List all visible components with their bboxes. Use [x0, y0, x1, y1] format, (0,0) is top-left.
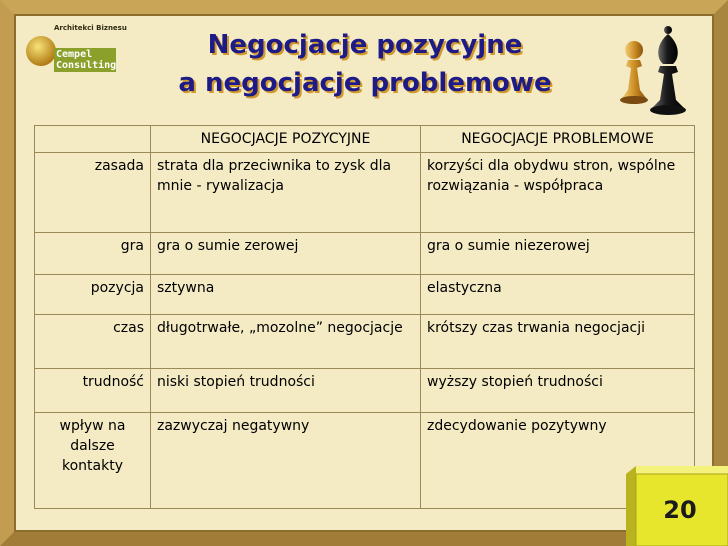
- table-row: [35, 233, 695, 275]
- problem-cell: korzyści dla obydwu stron, wspólne rozwiązania - współpraca: [421, 153, 695, 233]
- row-label: trudność: [35, 369, 151, 413]
- table-header-row: [35, 126, 695, 153]
- chess-pieces-icon: [606, 20, 716, 120]
- logo-tagline: Architekci Biznesu: [54, 24, 127, 32]
- header-positional: NEGOCJACJE POZYCYJNE: [151, 126, 421, 153]
- row-label: czas: [35, 315, 151, 369]
- positional-cell: gra o sumie zerowej: [151, 233, 421, 275]
- logo-globe-icon: [24, 34, 58, 68]
- table-row: [35, 315, 695, 369]
- row-label: gra: [35, 233, 151, 275]
- logo-wordmark: [54, 48, 116, 72]
- positional-cell: niski stopień trudności: [151, 369, 421, 413]
- problem-cell: elastyczna: [421, 275, 695, 315]
- row-label: wpływ na dalsze kontakty: [35, 413, 151, 509]
- slide-number: 20: [663, 496, 697, 524]
- logo-name-line1: Cempel: [56, 49, 93, 60]
- table-row: [35, 153, 695, 233]
- problem-cell: gra o sumie niezerowej: [421, 233, 695, 275]
- title-line-2: a negocjacje problemowe: [178, 68, 552, 98]
- slide-title: [150, 26, 580, 102]
- comparison-table: [34, 125, 695, 509]
- table-row: [35, 275, 695, 315]
- problem-cell: krótszy czas trwania negocjacji: [421, 315, 695, 369]
- header-problem: NEGOCJACJE PROBLEMOWE: [421, 126, 695, 153]
- row-label: pozycja: [35, 275, 151, 315]
- company-logo: [24, 20, 127, 82]
- table-row: [35, 369, 695, 413]
- header-empty-cell: [35, 126, 151, 153]
- problem-cell: wyższy stopień trudności: [421, 369, 695, 413]
- positional-cell: sztywna: [151, 275, 421, 315]
- positional-cell: długotrwałe, „mozolne” negocjacje: [151, 315, 421, 369]
- positional-cell: zazwyczaj negatywny: [151, 413, 421, 509]
- table-row: [35, 413, 695, 509]
- positional-cell: strata dla przeciwnika to zysk dla mnie - rywalizacja: [151, 153, 421, 233]
- logo-name-line2: Consulting: [56, 60, 117, 71]
- problem-cell: zdecydowanie pozytywny: [421, 413, 695, 509]
- title-line-1: Negocjacje pozycyjne: [207, 30, 523, 60]
- row-label: zasada: [35, 153, 151, 233]
